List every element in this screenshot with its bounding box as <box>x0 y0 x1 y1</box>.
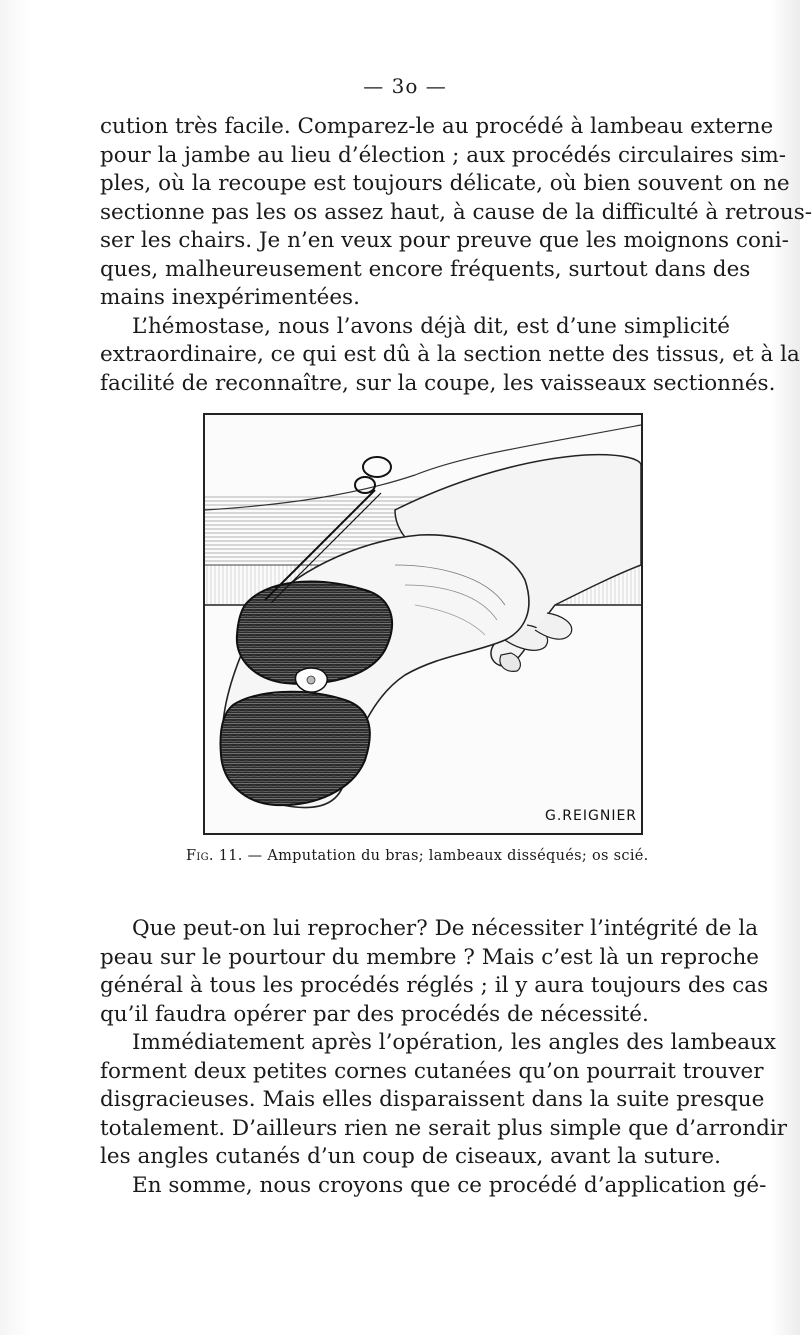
paragraph-block-top <box>100 113 812 398</box>
text-line: Que peut-on lui reprocher? De nécessiter l’intégrité de la <box>132 916 759 941</box>
paragraph-block-bottom <box>100 915 788 1200</box>
text-line: cution très facile. Comparez-le au procédé à lambeau externe <box>100 114 774 139</box>
text-line: peau sur le pourtour du membre ? Mais c’est là un reproche <box>100 944 760 970</box>
text-line: L’hémostase, nous l’avons déjà dit, est d’une simplicité <box>132 313 730 339</box>
text-line: extraordinaire, ce qui est dû à la section nette des tissus, et à la <box>100 342 800 367</box>
text-line: forment deux petites cornes cutanées qu’on pourrait trouver <box>100 1058 764 1084</box>
caption-label: Fig. 11. <box>186 848 243 864</box>
page-number: — 3o — <box>363 74 447 98</box>
text-line: disgracieuses. Mais elles disparaissent dans la suite presque <box>100 1087 765 1112</box>
artist-signature: G.REIGNIER <box>545 808 638 824</box>
caption-text: — Amputation du bras; lambeaux disséqués; os scié. <box>247 848 649 864</box>
text-line: sectionne pas les os assez haut, à cause de la difficulté à retrous- <box>100 199 812 225</box>
text-line: totalement. D’ailleurs rien ne serait plus simple que d’arrondir <box>100 1115 788 1141</box>
text-line: Immédiatement après l’opération, les angles des lambeaux <box>132 1030 776 1055</box>
text-line: général à tous les procédés réglés ; il y aura toujours des cas <box>100 973 769 998</box>
text-line: En somme, nous croyons que ce procédé d’application gé- <box>132 1172 767 1198</box>
text-line: pour la jambe au lieu d’élection ; aux procédés circulaires sim- <box>100 142 787 168</box>
text-line: facilité de reconnaître, sur la coupe, les vaisseaux sectionnés. <box>100 370 776 396</box>
text-line: ser les chairs. Je n’en veux pour preuve que les moignons coni- <box>100 228 789 253</box>
text-line: qu’il faudra opérer par des procédés de nécessité. <box>100 1001 649 1027</box>
text-line: ques, malheureusement encore fréquents, surtout dans des <box>100 256 751 282</box>
amputation-illustration <box>203 413 643 835</box>
figure-caption <box>186 848 666 864</box>
text-line: ples, où la recoupe est toujours délicate, où bien souvent on ne <box>100 171 790 196</box>
text-line: mains inexpérimentées. <box>100 285 360 310</box>
text-line: les angles cutanés d’un coup de ciseaux, avant la suture. <box>100 1144 721 1169</box>
